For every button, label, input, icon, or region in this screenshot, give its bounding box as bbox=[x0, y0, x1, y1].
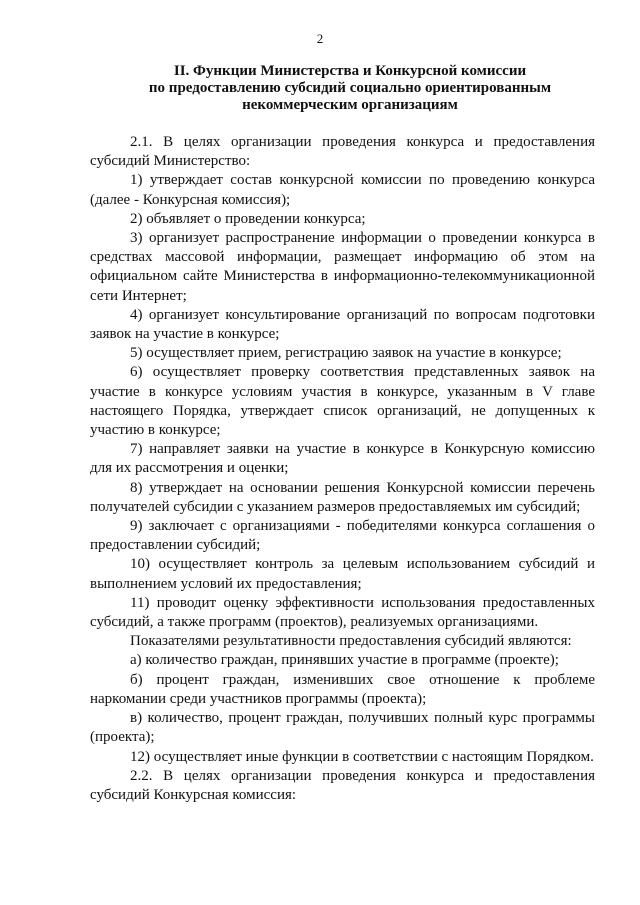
heading-line: некоммерческим организациям bbox=[242, 97, 458, 113]
paragraph: 3) организует распространение информации о проведении конкурса в средствах массовой информации, размещает информацию об этом на официальном сайте Министерства в информационно-телекоммуникационной сети Интернет; bbox=[90, 230, 595, 304]
paragraph: 9) заключает с организациями - победителями конкурса соглашения о предоставлении субсидий; bbox=[90, 518, 595, 554]
section-heading bbox=[100, 63, 600, 114]
paragraph: 4) организует консультирование организаций по вопросам подготовки заявок на участие в конкурсе; bbox=[90, 306, 595, 343]
paragraph: 10) осуществляет контроль за целевым использованием субсидий и выполнением условий их предоставления; bbox=[90, 556, 595, 592]
paragraph: 8) утверждает на основании решения Конкурсной комиссии перечень получателей субсидии с указанием размеров предоставляемых им субсидий; bbox=[90, 479, 595, 515]
heading-line: II. Функции Министерства и Конкурсной комиссии bbox=[173, 63, 527, 79]
paragraph: б) процент граждан, изменивших свое отношение к проблеме наркомании среди участников программы (проекта); bbox=[90, 671, 595, 707]
paragraph: 2.2. В целях организации проведения конкурса и предоставления субсидий Конкурсная комиссия: bbox=[90, 767, 595, 803]
paragraph: 2) объявляет о проведении конкурса; bbox=[130, 210, 366, 227]
paragraph: 6) осуществляет проверку соответствия представленных заявок на участие в конкурсе условиям участия в конкурсе, указанным в V главе настоящего Порядка, утверждает список организаций, не допущенных к участию в конкурсе; bbox=[90, 364, 595, 439]
paragraph: в) количество, процент граждан, получивших полный курс программы (проекта); bbox=[90, 710, 595, 746]
paragraph: 11) проводит оценку эффективности использования предоставленных субсидий, а также программ (проектов), реализуемых организациями. bbox=[90, 594, 595, 631]
document-body bbox=[90, 133, 595, 805]
paragraph: Показателями результативности предоставления субсидий являются: bbox=[130, 633, 572, 650]
heading-line: по предоставлению субсидий социально ориентированным bbox=[148, 80, 552, 96]
paragraph: 1) утверждает состав конкурсной комиссии по проведению конкурса (далее - Конкурсная комиссия); bbox=[90, 172, 595, 208]
paragraph: 7) направляет заявки на участие в конкурсе в Конкурсную комиссию для их рассмотрения и оценки; bbox=[90, 441, 595, 477]
paragraph: а) количество граждан, принявших участие в программе (проекте); bbox=[130, 652, 559, 669]
page-number: 2 bbox=[316, 31, 324, 46]
paragraph: 5) осуществляет прием, регистрацию заявок на участие в конкурсе; bbox=[130, 345, 562, 362]
paragraph: 12) осуществляет иные функции в соответствии с настоящим Порядком. bbox=[130, 748, 594, 765]
paragraph: 2.1. В целях организации проведения конкурса и предоставления субсидий Министерство: bbox=[90, 134, 595, 170]
